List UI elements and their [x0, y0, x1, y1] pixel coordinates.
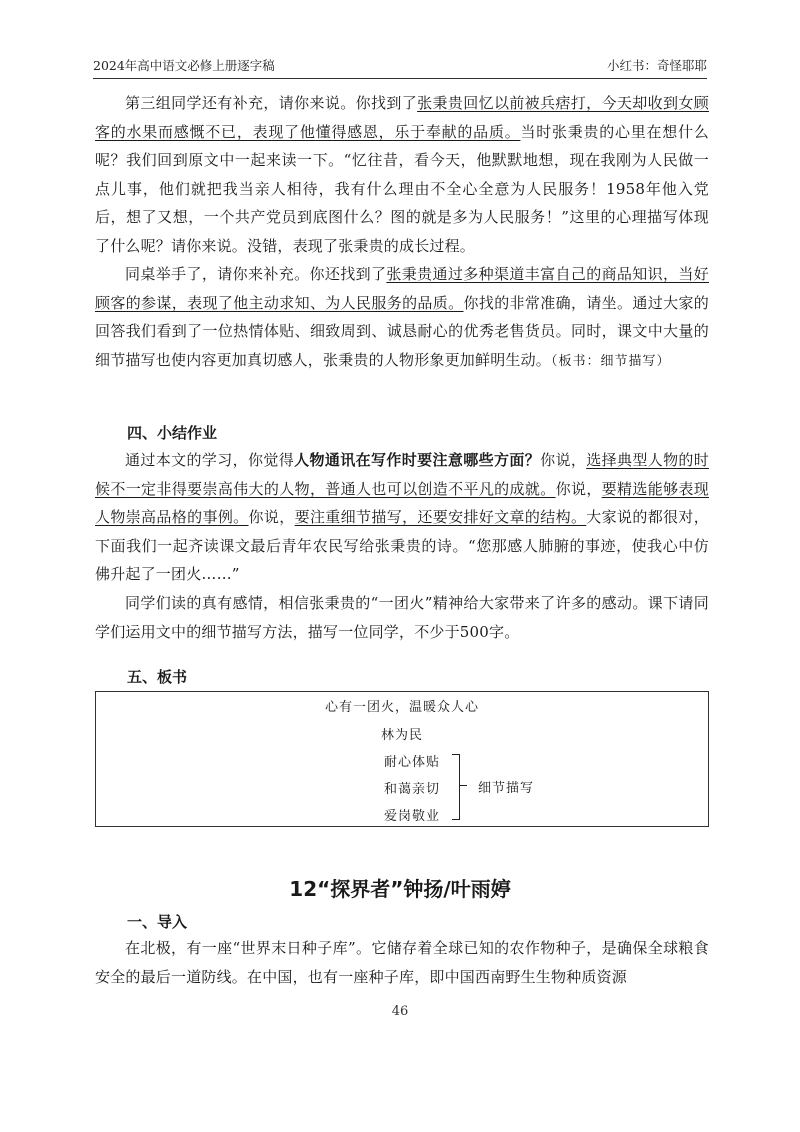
paragraph-group-3 — [95, 89, 709, 261]
section-heading-board: 五、板书 — [127, 668, 188, 686]
underlined-answer: 要注重细节描写，还要安排好文章的结构。 — [294, 508, 587, 527]
paragraph: 同学们读的真有感情，相信张秉贵的“一团火”精神给大家带来了许多的感动。课下请同学们运用文中的细节描写方法，描写一位同学，不少于500字。 — [95, 593, 709, 641]
section-heading-summary: 四、小结作业 — [127, 424, 218, 442]
blackboard-box — [95, 691, 709, 827]
board-item: 耐心体贴 — [384, 755, 441, 770]
bracket-pointer — [460, 785, 467, 786]
underlined-answer: 选择典型人物的时候不一定非得要崇高伟大的人物，普通人也可以创造不平凡的成就。 — [95, 451, 710, 498]
board-title: 心有一团火，温暖众人心 — [324, 700, 479, 715]
paragraph: 同桌举手了，请你来补充。你还找到了张秉贵通过多种渠道丰富自己的商品知识，当好顾客的参谋，表现了他主动求知、为人民服务的品质。你找的非常准确，请坐。通过大家的回答我们看到了一位热情体贴、细致周到、诚恳耐心的优秀老售货员。同时，课文中大量的细节描写也使内容更加真切感人，张秉贵的人物形象更加鲜明生动。（板书：细节描写） — [95, 265, 710, 369]
right-bracket — [452, 754, 460, 820]
paragraph: 在北极，有一座“世界末日种子库”。它储存着全球已知的农作物种子，是确保全球粮食安全的最后一道防线。在中国，也有一座种子库，即中国西南野生生物种质资源 — [95, 939, 709, 986]
paragraph: 通过本文的学习，你觉得人物通讯在写作时要注意哪些方面？你说，选择典型人物的时候不一定非得要崇高伟大的人物，普通人也可以创造不平凡的成就。你说，要精选能够表现人物崇高品格的事例。你说，要注重细节描写，还要安排好文章的结构。大家说的都很对，下面我们一起齐读课文最后青年农民写给张秉贵的诗。“您那感人肺腑的事迹，使我心中仿佛升起了一团火……” — [95, 451, 710, 584]
paragraph-desk-mate — [95, 260, 709, 376]
section-heading-intro: 一、导入 — [127, 913, 188, 931]
board-note: （板书：细节描写） — [551, 353, 671, 369]
lesson-title: 12“探界者”钟扬/叶雨婷 — [289, 877, 511, 901]
underlined-answer: 张秉贵通过多种渠道丰富自己的商品知识，当好顾客的参谋，表现了他主动求知、为人民服务的品质。 — [95, 265, 710, 312]
bold-question: 人物通讯在写作时要注意哪些方面？ — [294, 451, 541, 469]
board-item: 和蔼亲切 — [384, 782, 441, 797]
paragraph: 第三组同学还有补充，请你来说。你找到了张秉贵回忆以前被兵痞打，今天却收到女顾客的水果而感慨不已，表现了他懂得感恩，乐于奉献的品质。当时张秉贵的心里在想什么呢？我们回到原文中一起来读一下。“忆往昔，看今天，他默默地想，现在我刚为人民做一点儿事，他们就把我当亲人相待，我有什么理由不全心全意为人民服务！1958年他入党后，想了又想，一个共产党员到底图什么？图的就是多为人民服务！”这里的心理描写体现了什么呢？请你来说。没错，表现了张秉贵的成长过程。 — [95, 94, 710, 255]
underlined-answer: 张秉贵回忆以前被兵痞打，今天却收到女顾客的水果而感慨不已，表现了他懂得感恩，乐于奉献的品质。 — [95, 94, 709, 141]
header-source: 小红书：奇怪耶耶 — [606, 58, 707, 73]
underlined-answer: 要精选能够表现人物崇高品格的事例。 — [95, 479, 709, 527]
header-book-title: 2024年高中语文必修上册逐字稿 — [93, 58, 275, 73]
summary-section — [95, 446, 709, 646]
board-label: 细节描写 — [478, 781, 535, 796]
page-header — [93, 56, 707, 79]
page-number: 46 — [391, 1004, 409, 1019]
board-name: 林为民 — [380, 728, 423, 743]
board-item: 爱岗敬业 — [384, 809, 441, 824]
intro-section — [95, 934, 709, 991]
